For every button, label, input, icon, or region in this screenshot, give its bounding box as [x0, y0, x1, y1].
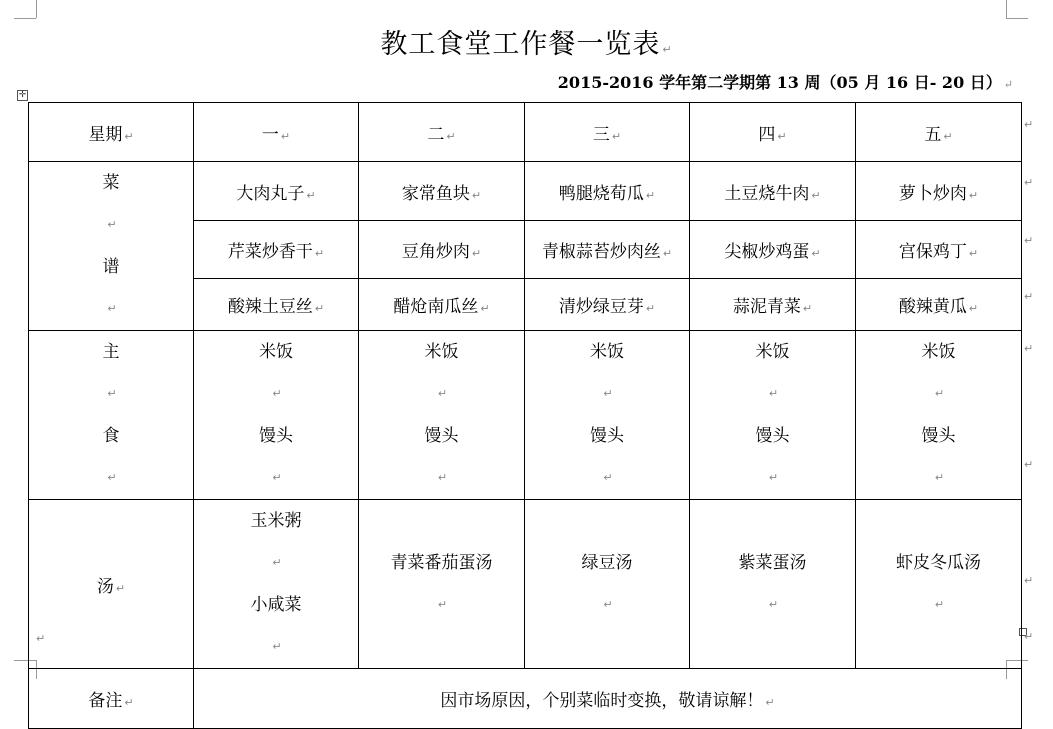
staple-item-text: 馒头 [590, 426, 624, 446]
soup-item-text: 绿豆汤 [581, 553, 633, 573]
row-end-mark-icon: ↵ [1024, 290, 1034, 303]
day-header: 一 [261, 124, 279, 145]
paragraph-mark-icon: ↵ [934, 387, 945, 400]
staple-item-line [856, 331, 1021, 415]
paragraph-mark-icon: ↵ [968, 188, 979, 202]
paragraph-mark-icon: ↵ [811, 247, 821, 260]
staple-cell[interactable] [194, 331, 359, 500]
staple-item-line [194, 415, 358, 499]
soup-cell[interactable] [856, 500, 1022, 669]
dishes-label-text: 谱 [102, 257, 120, 277]
paragraph-mark-icon: ↵ [124, 129, 134, 143]
paragraph-mark-icon: ↵ [437, 471, 448, 484]
paragraph-mark-icon: ↵ [968, 247, 979, 260]
soup-cell[interactable] [690, 500, 856, 669]
staple-item-line [359, 415, 524, 499]
paragraph-mark-icon: ↵ [645, 188, 656, 202]
dish-cell[interactable] [525, 221, 690, 279]
staple-item-text: 米饭 [424, 342, 459, 362]
dish-cell[interactable] [856, 162, 1022, 221]
dish-cell[interactable] [690, 279, 856, 331]
crop-mark-top-left [36, 0, 37, 18]
day-header-cell[interactable] [690, 103, 856, 162]
dish-cell[interactable] [194, 221, 359, 279]
dishes-label-text: 菜 [102, 173, 120, 193]
dish-name: 萝卜炒肉 [898, 183, 967, 204]
paragraph-mark-icon: ↵ [768, 598, 779, 611]
dish-cell[interactable] [690, 221, 856, 279]
paragraph-mark-icon: ↵ [811, 188, 821, 202]
dish-name: 酸辣土豆丝 [227, 297, 313, 317]
dish-name: 宫保鸡丁 [898, 242, 967, 262]
staple-row [29, 331, 1022, 500]
day-header: 二 [427, 124, 445, 145]
dish-cell[interactable] [690, 162, 856, 221]
day-header: 四 [758, 124, 776, 145]
staple-label-line [29, 331, 193, 415]
paragraph-mark-icon: ↵ [603, 598, 613, 611]
staple-cell[interactable] [856, 331, 1022, 500]
staple-item-text: 馒头 [259, 426, 293, 446]
staple-item-text: 馒头 [424, 426, 459, 446]
dish-cell[interactable] [856, 221, 1022, 279]
paragraph-mark-icon: ↵ [471, 247, 482, 260]
paragraph-mark-icon: ↵ [272, 556, 282, 569]
paragraph-mark-icon: ↵ [314, 247, 325, 260]
dish-cell[interactable] [359, 221, 525, 279]
dish-cell[interactable] [359, 279, 525, 331]
row-end-mark-icon: ↵ [1024, 342, 1034, 355]
soup-cell[interactable] [525, 500, 690, 669]
day-header: 三 [592, 124, 610, 145]
soup-item-line [359, 542, 524, 626]
notes-text-cell[interactable] [194, 669, 1022, 729]
paragraph-mark-icon: ↵ [603, 471, 613, 484]
paragraph-mark-icon: ↵ [645, 302, 656, 315]
weekday-label-cell[interactable] [29, 103, 194, 162]
staple-item-line [359, 331, 524, 415]
paragraph-mark-icon: ↵ [107, 387, 117, 400]
week-subtitle-text: 2015-2016 学年第二学期第 13 周（05 月 16 日- 20 日） [557, 73, 1002, 92]
notes-row [29, 669, 1022, 729]
soup-cell[interactable] [194, 500, 359, 669]
day-header-cell[interactable] [525, 103, 690, 162]
dish-name: 蒜泥青菜 [732, 297, 801, 317]
row-end-mark-icon: ↵ [1024, 630, 1034, 643]
paragraph-mark-icon: ↵ [934, 598, 945, 611]
end-paragraph-mark-icon: ↵ [36, 632, 46, 645]
paragraph-mark-icon: ↵ [107, 218, 117, 231]
document-title [0, 22, 1053, 61]
dish-cell[interactable] [525, 279, 690, 331]
header-row [29, 103, 1022, 162]
paragraph-mark-icon: ↵ [115, 581, 126, 595]
soup-row [29, 500, 1022, 669]
crop-mark-top-right [1006, 0, 1007, 18]
soup-label-cell[interactable] [29, 500, 194, 669]
soup-item-line [194, 584, 358, 668]
staple-item-text: 馒头 [921, 426, 956, 446]
paragraph-mark-icon: ↵ [603, 387, 613, 400]
crop-mark-top-left-h [14, 18, 36, 19]
weekday-label: 星期 [88, 124, 123, 145]
notes-label: 备注 [88, 691, 123, 711]
paragraph-mark-icon: ↵ [662, 43, 673, 56]
day-header: 五 [924, 124, 942, 145]
paragraph-mark-icon: ↵ [765, 696, 775, 709]
soup-item-text: 虾皮冬瓜汤 [896, 553, 981, 573]
paragraph-mark-icon: ↵ [968, 302, 979, 315]
day-header-cell[interactable] [359, 103, 525, 162]
staple-item-text: 米饭 [921, 342, 956, 362]
soup-label: 汤 [96, 576, 114, 597]
dish-name: 酸辣黄瓜 [898, 297, 967, 317]
paragraph-mark-icon: ↵ [272, 471, 282, 484]
dish-name: 家常鱼块 [401, 183, 470, 204]
row-end-mark-icon: ↵ [1024, 574, 1034, 587]
paragraph-mark-icon: ↵ [124, 696, 134, 709]
notes-label-cell[interactable] [29, 669, 194, 729]
paragraph-mark-icon: ↵ [943, 129, 953, 143]
paragraph-mark-icon: ↵ [446, 129, 456, 143]
paragraph-mark-icon: ↵ [107, 471, 117, 484]
paragraph-mark-icon: ↵ [662, 247, 673, 260]
staple-item-line [690, 415, 855, 499]
soup-cell[interactable] [359, 500, 525, 669]
dishes-label-cell[interactable] [29, 162, 194, 331]
row-end-mark-icon: ↵ [1024, 458, 1034, 471]
row-end-mark-icon: ↵ [1024, 234, 1034, 247]
dish-name: 土豆烧牛肉 [724, 183, 810, 204]
dish-name: 鸭腿烧荀瓜 [558, 183, 644, 204]
staple-item-line [194, 331, 358, 415]
staple-item-text: 米饭 [755, 342, 790, 362]
staple-cell[interactable] [690, 331, 856, 500]
paragraph-mark-icon: ↵ [314, 302, 325, 315]
table-move-handle-icon[interactable]: ✛ [18, 90, 27, 100]
dishes-label-line [29, 246, 193, 330]
dish-row [29, 162, 1022, 221]
paragraph-mark-icon: ↵ [1003, 78, 1013, 91]
staple-item-text: 米饭 [590, 342, 624, 362]
crop-mark-top-right-h [1006, 18, 1028, 19]
paragraph-mark-icon: ↵ [934, 471, 945, 484]
paragraph-mark-icon: ↵ [280, 129, 291, 143]
dish-name: 清炒绿豆芽 [558, 297, 644, 317]
row-end-mark-icon: ↵ [1024, 118, 1034, 131]
paragraph-mark-icon: ↵ [306, 188, 316, 202]
soup-item-text: 小咸菜 [250, 595, 302, 615]
paragraph-mark-icon: ↵ [768, 471, 779, 484]
staple-cell[interactable] [359, 331, 525, 500]
soup-item-line [856, 542, 1021, 626]
paragraph-mark-icon: ↵ [777, 129, 787, 143]
staple-cell[interactable] [525, 331, 690, 500]
dishes-label-line [29, 162, 193, 246]
staple-label-text: 主 [102, 342, 120, 362]
paragraph-mark-icon: ↵ [437, 598, 448, 611]
row-end-mark-icon: ↵ [1024, 176, 1034, 189]
day-header-cell[interactable] [856, 103, 1022, 162]
soup-item-text: 青菜番茄蛋汤 [390, 553, 493, 573]
dish-name: 豆角炒肉 [401, 242, 470, 262]
paragraph-mark-icon: ↵ [768, 387, 779, 400]
dish-name: 芹菜炒香干 [227, 242, 313, 262]
staple-item-line [856, 415, 1021, 499]
dish-cell[interactable] [525, 162, 690, 221]
dish-cell[interactable] [194, 162, 359, 221]
dish-name: 大肉丸子 [236, 183, 305, 204]
staple-item-text: 馒头 [755, 426, 790, 446]
soup-item-line [194, 500, 358, 584]
soup-item-line [525, 542, 689, 626]
notes-text: 因市场原因，个别菜临时变换，敬请谅解！ [440, 691, 764, 711]
dish-name: 醋炝南瓜丝 [393, 297, 479, 317]
dish-cell[interactable] [856, 279, 1022, 331]
paragraph-mark-icon: ↵ [480, 302, 490, 315]
paragraph-mark-icon: ↵ [437, 387, 448, 400]
soup-item-line [690, 542, 855, 626]
paragraph-mark-icon: ↵ [802, 302, 813, 315]
paragraph-mark-icon: ↵ [272, 640, 282, 653]
staple-item-text: 米饭 [259, 342, 293, 362]
week-subtitle [558, 70, 1013, 93]
paragraph-mark-icon: ↵ [107, 302, 117, 315]
staple-label-text: 食 [102, 426, 120, 446]
staple-label-cell[interactable] [29, 331, 194, 500]
dish-name: 青椒蒜苔炒肉丝 [541, 242, 661, 262]
paragraph-mark-icon: ↵ [611, 129, 622, 143]
soup-item-text: 玉米粥 [250, 511, 302, 531]
staple-label-line [29, 415, 193, 499]
paragraph-mark-icon: ↵ [272, 387, 282, 400]
day-header-cell[interactable] [194, 103, 359, 162]
staple-item-line [690, 331, 855, 415]
staple-item-line [525, 331, 689, 415]
soup-item-text: 紫菜蛋汤 [738, 553, 807, 573]
menu-table [28, 102, 1022, 729]
document-title-text: 教工食堂工作餐一览表 [380, 29, 661, 60]
dish-cell[interactable] [194, 279, 359, 331]
dish-name: 尖椒炒鸡蛋 [724, 242, 810, 262]
paragraph-mark-icon: ↵ [471, 188, 482, 202]
staple-item-line [525, 415, 689, 499]
dish-cell[interactable] [359, 162, 525, 221]
